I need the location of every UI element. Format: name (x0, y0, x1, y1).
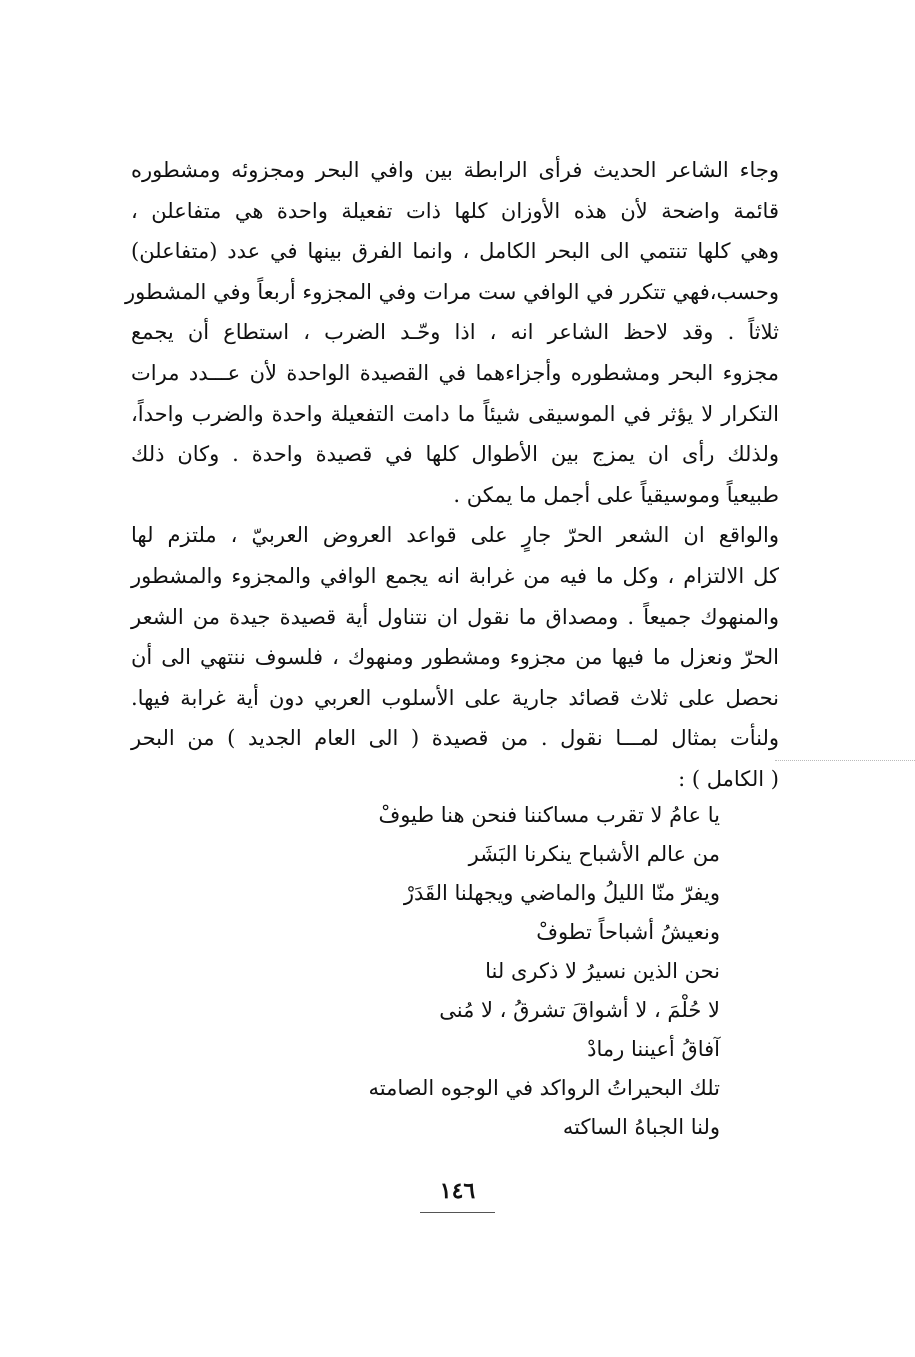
poem-verse: يا عامُ لا تقرب مساكننا فنحن هنا طيوفْ (378, 803, 720, 827)
poem-verse: نحن الذين نسيرُ لا ذكرى لنا (485, 959, 720, 983)
text-line: الحرّ ونعزل ما فيها من مجزوء ومشطور ومنهوك ، فلسوف ننتهي الى أن (131, 645, 779, 670)
text-line: قائمة واضحة لأن هذه الأوزان كلها ذات تفعيلة واحدة هي متفاعلن ، (131, 198, 779, 223)
poem-verse: ونعيشُ أشباحاً تطوفْ (536, 920, 720, 944)
poem-verse: من عالم الأشباح ينكرنا البَشَر (468, 842, 720, 866)
text-line: وحسب،فهي تتكرر في الوافي ست مرات وفي المجزوء أربعاً وفي المشطور (125, 279, 779, 304)
text-line: ولنأت بمثال لمـــا نقول . من قصيدة ( الى العام الجديد ) من البحر (131, 726, 779, 751)
text-line: وجاء الشاعر الحديث فرأى الرابطة بين وافي البحر ومجزوئه ومشطوره (131, 158, 779, 182)
text-line: ( الكامل ) : (678, 766, 779, 791)
text-line: كل الالتزام ، وكل ما فيه من غرابة انه يجمع الوافي والمجزوء والمشطور (131, 563, 779, 588)
text-line: والمنهوك جميعاً . ومصداق ما نقول ان نتناول أية قصيدة جيدة من الشعر (131, 604, 779, 629)
page-number: ١٤٦ (439, 1178, 476, 1204)
poem-verse: ولنا الجباهُ الساكته (562, 1115, 720, 1139)
text-line: ولذلك رأى ان يمزج بين الأطوال كلها في قصيدة واحدة . وكان ذلك (131, 442, 779, 467)
poem-verse: ويفرّ منّا الليلُ والماضي ويجهلنا القَدَرْ (403, 881, 720, 905)
text-line: مجزوء البحر ومشطوره وأجزاءهما في القصيدة الواحدة لأن عـــدد مرات (131, 360, 779, 385)
prose-body (125, 150, 811, 800)
poem-verse: آفاقُ أعيننا رمادْ (587, 1037, 720, 1061)
text-line: نحصل على ثلاث قصائد جارية على الأسلوب العربي دون أية غرابة فيها. (131, 685, 779, 710)
poem-verse: لا حُلْمَ ، لا أشواقَ تشرقُ ، لا مُنى (439, 998, 720, 1022)
paragraph-1 (125, 150, 811, 515)
text-line: والواقع ان الشعر الحرّ جارٍ على قواعد العروض العربيّ ، ملتزم لها (131, 523, 779, 548)
page-number-rule (420, 1212, 495, 1213)
poem-excerpt (310, 796, 720, 1147)
text-line: ثلاثاً . وقد لاحظ الشاعر انه ، اذا وحّـد الضرب ، استطاع أن يجمع (131, 320, 779, 345)
paragraph-2 (131, 515, 811, 799)
text-line: وهي كلها تنتمي الى البحر الكامل ، وانما الفرق بينها في عدد (متفاعلن) (131, 239, 779, 264)
poem-verse: تلك البحيراتُ الرواكد في الوجوه الصامته (368, 1076, 720, 1100)
text-line: طبيعياً وموسيقياً على أجمل ما يمكن . (453, 482, 779, 507)
text-line: التكرار لا يؤثر في الموسيقى شيئاً ما دامت التفعيلة واحدة والضرب واحداً، (131, 401, 779, 426)
margin-dots (775, 760, 915, 761)
